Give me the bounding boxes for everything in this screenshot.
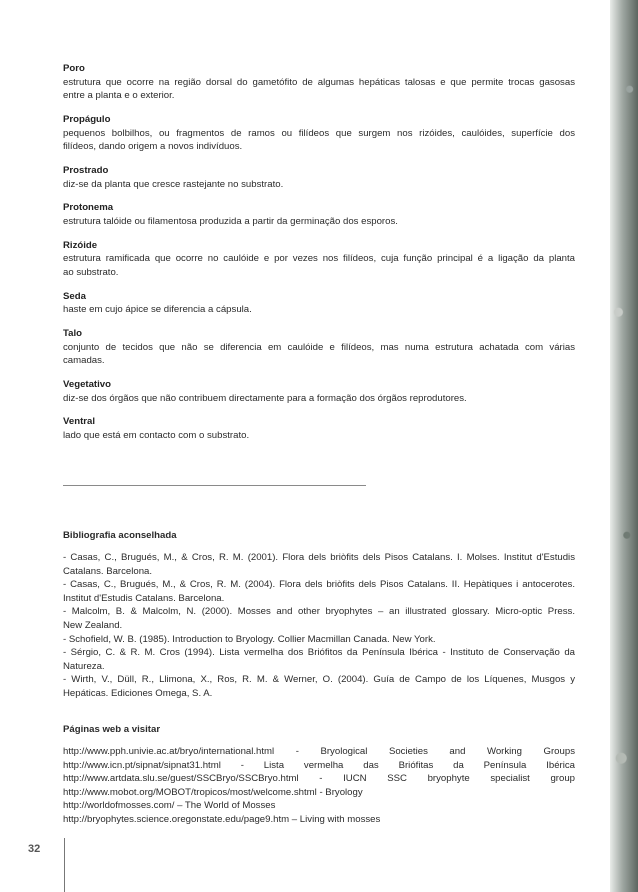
- websites-title: Páginas web a visitar: [63, 724, 161, 735]
- glossary-entry: [63, 290, 575, 317]
- website-link[interactable]: http://www.pph.univie.ac.at/bryo/international.html - Bryological Societies and Working Groups: [63, 746, 575, 757]
- glossary-term: Prostrado: [63, 164, 109, 176]
- glossary-definition-line: conjunto de tecidos que não se diferencia em caulóide e filídeos, mas numa estrutura achatada com várias: [63, 341, 575, 353]
- glossary-entry: [63, 113, 575, 154]
- website-link[interactable]: http://worldofmosses.com/ – The World of Mosses: [63, 800, 276, 812]
- bibliography-line: - Malcolm, B. & Malcolm, N. (2000). Mosses and other bryophytes – an illustrated glossary. Micro-optic Press.: [63, 606, 575, 618]
- glossary-definition-line: pequenos bolbilhos, ou fragmentos de ramos ou filídeos que surgem nos rizóides, caulóides, superfície dos: [63, 127, 575, 139]
- glossary-definition-line: estrutura ramificada que ocorre no caulóide e por vezes nos filídeos, cuja função principal é a ligação da planta: [63, 253, 575, 265]
- glossary-definition-line: diz-se da planta que cresce rastejante no substrato.: [63, 178, 284, 190]
- bibliography-line: Natureza.: [63, 660, 105, 672]
- website-link[interactable]: http://www.icn.pt/sipnat/sipnat31.html - Lista vermelha das Briófitas da Península Ibérica: [63, 759, 575, 771]
- page-number-bar: [64, 838, 65, 892]
- glossary-term: Ventral: [63, 416, 95, 428]
- glossary-definition-line: diz-se dos órgãos que não contribuem directamente para a formação dos órgãos reprodutores.: [63, 392, 467, 404]
- bibliography-line: - Schofield, W. B. (1985). Introduction to Bryology. Collier Macmillan Canada. New York.: [63, 633, 436, 645]
- glossary-entry: [63, 201, 575, 228]
- website-link[interactable]: http://bryophytes.science.oregonstate.edu/page9.htm – Living with mosses: [63, 813, 381, 825]
- section-divider: [63, 485, 366, 486]
- glossary-term: Protonema: [63, 202, 114, 214]
- glossary-term: Propágulo: [63, 113, 111, 125]
- bibliography-line: New Zealand.: [63, 619, 123, 631]
- glossary-list: [63, 62, 575, 453]
- bibliography-line: Institut d'Estudis Catalans. Barcelona.: [63, 592, 225, 604]
- bibliography-line: - Sérgio, C. & R. M. Cros (1994). Lista vermelha dos Briófitos da Península Ibérica - Instituto de Conservação da: [63, 647, 575, 659]
- glossary-definition-line: ao substrato.: [63, 266, 119, 278]
- glossary-term: Vegetativo: [63, 379, 111, 390]
- glossary-definition-line: haste em cujo ápice se diferencia a cápsula.: [63, 304, 252, 316]
- bibliography-line: - Casas, C., Brugués, M., & Cros, R. M. (2001). Flora dels briòfits dels Pisos Catalans. I. Molses. Institut d'Estudis: [63, 552, 575, 563]
- glossary-term: Poro: [63, 63, 85, 74]
- glossary-definition-line: estrutura talóide ou filamentosa produzida a partir da germinação dos esporos.: [63, 215, 398, 227]
- website-link[interactable]: http://www.artdata.slu.se/guest/SSCBryo/SSCBryo.html - IUCN SSC bryophyte specialist group: [63, 773, 575, 785]
- websites-list: [63, 745, 575, 827]
- moss-photo-edge: [610, 0, 638, 892]
- website-link[interactable]: http://www.mobot.org/MOBOT/tropicos/most/welcome.shtml - Bryology: [63, 786, 363, 798]
- glossary-term: Seda: [63, 290, 86, 302]
- bibliography-line: - Casas, C., Brugués, M., & Cros, R. M. (2004). Flora dels briòfits dels Pisos Catalans. II. Hepàtiques i antocerotes.: [63, 579, 575, 591]
- glossary-definition-line: camadas.: [63, 355, 105, 367]
- glossary-entry: [63, 327, 575, 368]
- glossary-term: Talo: [63, 328, 83, 340]
- glossary-term: Rizóide: [63, 239, 98, 251]
- glossary-entry: [63, 239, 575, 280]
- bibliography-list: [63, 551, 575, 701]
- bibliography-title: Bibliografia aconselhada: [63, 530, 177, 541]
- bibliography-line: Hepáticas. Ediciones Omega, S. A.: [63, 687, 213, 699]
- bibliography-line: - Wirth, V., Düll, R., Llimona, X., Ros, R. M. & Werner, O. (2004). Guía de Campo de los Líquenes, Musgos y: [63, 674, 575, 686]
- glossary-entry: [63, 415, 575, 442]
- glossary-definition-line: lado que está em contacto com o substrato.: [63, 429, 250, 441]
- page-number: 32: [28, 843, 41, 855]
- glossary-entry: [63, 62, 575, 103]
- bibliography-line: Catalans. Barcelona.: [63, 565, 153, 577]
- glossary-definition-line: filídeos, dando origem a novos indivíduos.: [63, 141, 243, 153]
- glossary-entry: [63, 164, 575, 191]
- glossary-definition-line: estrutura que ocorre na região dorsal do gametófito de algumas hepáticas talosas e que permite trocas gasosas: [63, 76, 575, 88]
- glossary-definition-line: entre a planta e o exterior.: [63, 90, 175, 102]
- glossary-entry: [63, 378, 575, 405]
